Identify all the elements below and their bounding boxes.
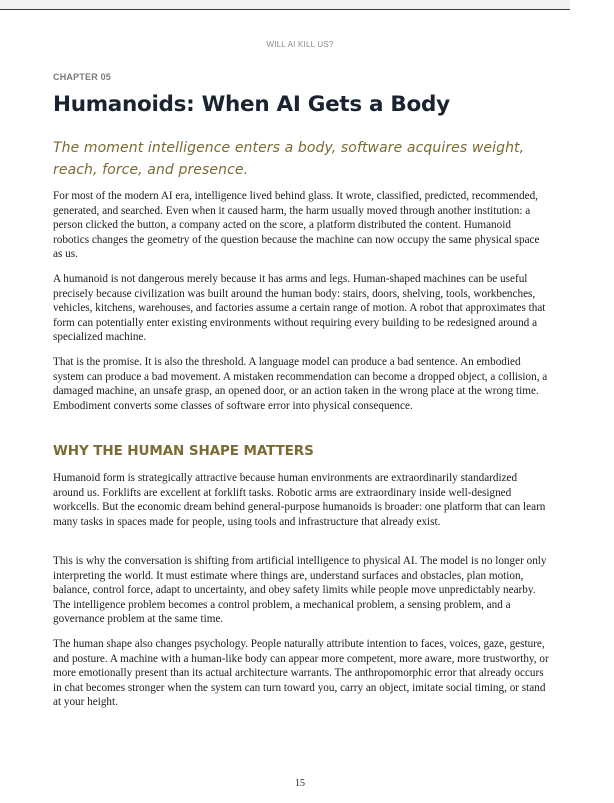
body-paragraph: For most of the modern AI era, intelligence lived behind glass. It wrote, classified, predicted, recommended, generated, and searched. Even when it caused harm, the harm usually moved through another institution: a person clicked the button, a company acted on the score, a platform distributed the content. Humanoid robotics changes the geometry of the question because the machine can now occupy the same physical space as us. bbox=[53, 190, 540, 261]
section-paragraph: This is why the conversation is shifting from artificial intelligence to physical AI. The model is no longer only interpreting the world. It must estimate where things are, understand surfaces and obstacles, plan motion, balance, control force, adapt to uncertainty, and obey safety limits while people move unpredictably nearby. The intelligence problem becomes a control problem, a mechanical problem, a sensing problem, and a governance problem at the same time. bbox=[53, 555, 547, 626]
chapter-title: Humanoids: When AI Gets a Body bbox=[53, 92, 450, 117]
section-paragraph: Humanoid form is strategically attractive because human environments are extraordinarily standardized around us. Forklifts are excellent at forklift tasks. Robotic arms are extraordinary inside well-designed workcells. But the economic dream behind general-purpose humanoids is broader: one platform that can learn many tasks in spaces made for people, using tools and infrastructure that already exist. bbox=[53, 472, 546, 528]
running-header: WILL AI KILL US? bbox=[266, 40, 334, 49]
section-paragraph: The human shape also changes psychology. People naturally attribute intention to faces, voices, gaze, gesture, and posture. A machine with a human-like body can appear more competent, more aware, more trustworthy, or more emotionally present than its actual architecture warrants. The anthropomorphic error that already occurs in chat becomes stronger when the system can turn toward you, carry an object, imitate social timing, or stand at your height. bbox=[53, 638, 549, 709]
body-paragraph: That is the promise. It is also the threshold. A language model can produce a bad sentence. An embodied system can produce a bad movement. A mistaken recommendation can become a dropped object, a collision, a damaged machine, an unsafe grasp, an opened door, or an action taken in the wrong place at the wrong time. Embodiment converts some classes of software error into physical consequence. bbox=[53, 356, 548, 412]
page-number: 15 bbox=[295, 778, 305, 789]
section-heading: WHY THE HUMAN SHAPE MATTERS bbox=[53, 443, 314, 459]
chapter-label: CHAPTER 05 bbox=[53, 72, 112, 82]
top-edge-bar bbox=[0, 0, 570, 10]
chapter-subtitle: The moment intelligence enters a body, software acquires weight, reach, force, and presence. bbox=[53, 140, 525, 178]
body-paragraph: A humanoid is not dangerous merely because it has arms and legs. Human-shaped machines can be useful precisely because civilization was built around the human body: stairs, doors, shelving, tools, workbenches, vehicles, kitchens, warehouses, and factories assume a certain range of motion. A robot that approximates that form can potentially enter existing environments without requiring every building to be redesigned around a specialized machine. bbox=[53, 273, 546, 344]
